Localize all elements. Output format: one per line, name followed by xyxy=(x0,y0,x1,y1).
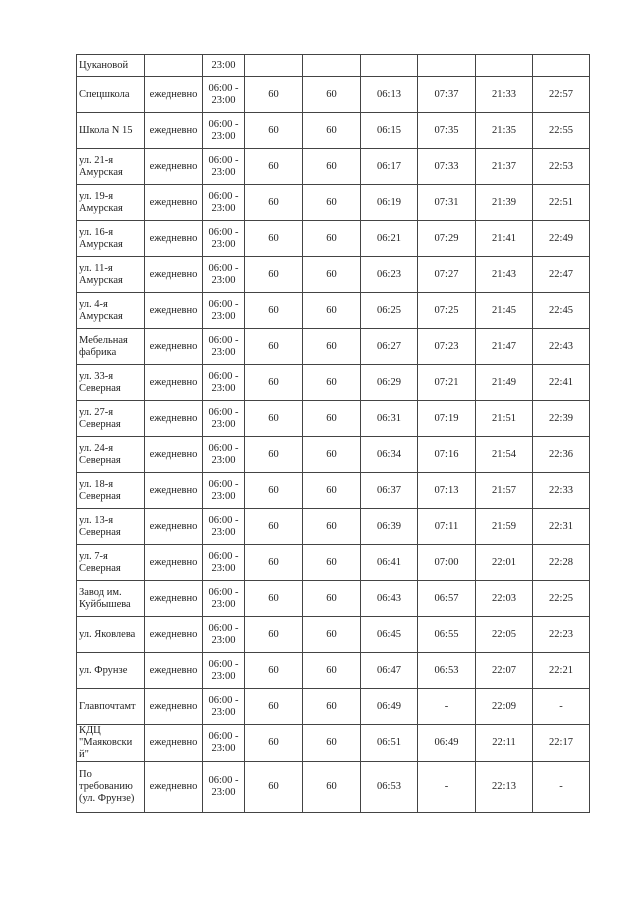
operating-days-cell: ежедневно xyxy=(145,473,203,509)
interval-cell: 60 xyxy=(245,473,303,509)
table-row xyxy=(77,221,590,257)
operating-days-cell: ежедневно xyxy=(145,77,203,113)
stop-name-cell: Главпочтамт xyxy=(77,689,145,725)
operating-hours-cell: 06:00 - 23:00 xyxy=(203,257,245,293)
departure-time-cell: 06:15 xyxy=(361,113,418,149)
departure-time-cell: 22:17 xyxy=(533,725,590,762)
interval-cell: 60 xyxy=(303,77,361,113)
operating-hours-cell: 06:00 - 23:00 xyxy=(203,725,245,762)
departure-time-cell: 06:17 xyxy=(361,149,418,185)
interval-cell: 60 xyxy=(303,113,361,149)
departure-time-cell: 07:33 xyxy=(418,149,476,185)
interval-cell: 60 xyxy=(245,509,303,545)
departure-time-cell: 06:49 xyxy=(418,725,476,762)
stop-name-cell: ул. Яковлева xyxy=(77,617,145,653)
stop-name-cell: ул. 4-я Амурская xyxy=(77,293,145,329)
operating-days-cell: ежедневно xyxy=(145,545,203,581)
stop-name-cell: ул. 16-я Амурская xyxy=(77,221,145,257)
table-row xyxy=(77,545,590,581)
departure-time-cell: 06:37 xyxy=(361,473,418,509)
departure-time-cell: 07:19 xyxy=(418,401,476,437)
interval-cell: 60 xyxy=(245,617,303,653)
operating-days-cell: ежедневно xyxy=(145,149,203,185)
table-row xyxy=(77,55,590,77)
departure-time-cell xyxy=(418,55,476,77)
operating-days-cell: ежедневно xyxy=(145,653,203,689)
departure-time-cell xyxy=(361,55,418,77)
departure-time-cell: 06:23 xyxy=(361,257,418,293)
table-row xyxy=(77,113,590,149)
operating-hours-cell: 06:00 - 23:00 xyxy=(203,437,245,473)
departure-time-cell: 22:41 xyxy=(533,365,590,401)
departure-time-cell: 07:27 xyxy=(418,257,476,293)
operating-days-cell: ежедневно xyxy=(145,185,203,221)
interval-cell: 60 xyxy=(245,329,303,365)
interval-cell: 60 xyxy=(303,689,361,725)
stop-name-cell: ул. 18-я Северная xyxy=(77,473,145,509)
departure-time-cell: 21:49 xyxy=(476,365,533,401)
operating-days-cell: ежедневно xyxy=(145,257,203,293)
departure-time-cell: 22:43 xyxy=(533,329,590,365)
departure-time-cell: 22:45 xyxy=(533,293,590,329)
departure-time-cell: 06:53 xyxy=(361,762,418,813)
departure-time-cell: 06:21 xyxy=(361,221,418,257)
departure-time-cell: 07:16 xyxy=(418,437,476,473)
operating-hours-cell: 06:00 - 23:00 xyxy=(203,617,245,653)
departure-time-cell: 07:11 xyxy=(418,509,476,545)
departure-time-cell: 06:39 xyxy=(361,509,418,545)
interval-cell: 60 xyxy=(303,329,361,365)
stop-name-cell: ул. 13-я Северная xyxy=(77,509,145,545)
departure-time-cell: 22:03 xyxy=(476,581,533,617)
operating-hours-cell: 06:00 - 23:00 xyxy=(203,545,245,581)
departure-time-cell: 07:35 xyxy=(418,113,476,149)
interval-cell: 60 xyxy=(303,401,361,437)
departure-time-cell: 21:51 xyxy=(476,401,533,437)
departure-time-cell: 22:11 xyxy=(476,725,533,762)
operating-hours-cell: 06:00 - 23:00 xyxy=(203,653,245,689)
table-row xyxy=(77,149,590,185)
departure-time-cell: 22:23 xyxy=(533,617,590,653)
stop-name-cell: Цукановой xyxy=(77,55,145,77)
departure-time-cell: 21:54 xyxy=(476,437,533,473)
operating-days-cell: ежедневно xyxy=(145,329,203,365)
stop-name-cell: Школа N 15 xyxy=(77,113,145,149)
stop-name-cell: Спецшкола xyxy=(77,77,145,113)
table-row xyxy=(77,329,590,365)
interval-cell: 60 xyxy=(245,653,303,689)
table-row xyxy=(77,185,590,221)
operating-hours-cell: 06:00 - 23:00 xyxy=(203,762,245,813)
operating-days-cell: ежедневно xyxy=(145,293,203,329)
table-row xyxy=(77,365,590,401)
interval-cell: 60 xyxy=(245,365,303,401)
operating-hours-cell: 06:00 - 23:00 xyxy=(203,149,245,185)
interval-cell: 60 xyxy=(245,257,303,293)
table-row xyxy=(77,293,590,329)
interval-cell: 60 xyxy=(245,293,303,329)
stop-name-cell: КДЦ "Маяковски й" xyxy=(77,725,145,762)
interval-cell: 60 xyxy=(303,725,361,762)
operating-days-cell: ежедневно xyxy=(145,365,203,401)
departure-time-cell: 07:21 xyxy=(418,365,476,401)
departure-time-cell: 22:05 xyxy=(476,617,533,653)
departure-time-cell: 22:51 xyxy=(533,185,590,221)
departure-time-cell: 21:35 xyxy=(476,113,533,149)
operating-days-cell: ежедневно xyxy=(145,617,203,653)
departure-time-cell: 06:57 xyxy=(418,581,476,617)
stop-name-cell: ул. 11-я Амурская xyxy=(77,257,145,293)
operating-hours-cell: 23:00 xyxy=(203,55,245,77)
operating-hours-cell: 06:00 - 23:00 xyxy=(203,185,245,221)
departure-time-cell: - xyxy=(418,762,476,813)
departure-time-cell: 22:28 xyxy=(533,545,590,581)
departure-time-cell: 22:55 xyxy=(533,113,590,149)
departure-time-cell: 22:49 xyxy=(533,221,590,257)
departure-time-cell: 06:51 xyxy=(361,725,418,762)
departure-time-cell: 21:43 xyxy=(476,257,533,293)
departure-time-cell: 22:07 xyxy=(476,653,533,689)
departure-time-cell: 22:09 xyxy=(476,689,533,725)
departure-time-cell: 07:13 xyxy=(418,473,476,509)
departure-time-cell: 06:47 xyxy=(361,653,418,689)
interval-cell: 60 xyxy=(245,437,303,473)
departure-time-cell: 07:00 xyxy=(418,545,476,581)
departure-time-cell: 06:45 xyxy=(361,617,418,653)
table-row xyxy=(77,762,590,813)
table-row xyxy=(77,401,590,437)
stop-name-cell: Завод им. Куйбышева xyxy=(77,581,145,617)
departure-time-cell: 21:41 xyxy=(476,221,533,257)
operating-hours-cell: 06:00 - 23:00 xyxy=(203,293,245,329)
table-row xyxy=(77,473,590,509)
departure-time-cell: 07:29 xyxy=(418,221,476,257)
departure-time-cell: - xyxy=(533,762,590,813)
operating-hours-cell: 06:00 - 23:00 xyxy=(203,689,245,725)
schedule-body xyxy=(77,55,590,813)
departure-time-cell: 06:41 xyxy=(361,545,418,581)
operating-days-cell: ежедневно xyxy=(145,113,203,149)
table-row xyxy=(77,257,590,293)
table-row xyxy=(77,725,590,762)
operating-hours-cell: 06:00 - 23:00 xyxy=(203,365,245,401)
departure-time-cell: 21:57 xyxy=(476,473,533,509)
interval-cell: 60 xyxy=(303,257,361,293)
interval-cell: 60 xyxy=(303,617,361,653)
departure-time-cell: 06:25 xyxy=(361,293,418,329)
schedule-table xyxy=(76,54,590,813)
interval-cell: 60 xyxy=(245,581,303,617)
operating-hours-cell: 06:00 - 23:00 xyxy=(203,113,245,149)
operating-days-cell: ежедневно xyxy=(145,509,203,545)
interval-cell: 60 xyxy=(245,77,303,113)
interval-cell: 60 xyxy=(303,653,361,689)
departure-time-cell: 21:39 xyxy=(476,185,533,221)
departure-time-cell: 22:33 xyxy=(533,473,590,509)
departure-time-cell: 22:01 xyxy=(476,545,533,581)
operating-days-cell: ежедневно xyxy=(145,689,203,725)
departure-time-cell: 07:23 xyxy=(418,329,476,365)
departure-time-cell: 22:21 xyxy=(533,653,590,689)
interval-cell: 60 xyxy=(303,365,361,401)
interval-cell: 60 xyxy=(303,545,361,581)
operating-days-cell: ежедневно xyxy=(145,437,203,473)
stop-name-cell: ул. 19-я Амурская xyxy=(77,185,145,221)
departure-time-cell: 06:49 xyxy=(361,689,418,725)
interval-cell: 60 xyxy=(245,689,303,725)
interval-cell: 60 xyxy=(245,762,303,813)
departure-time-cell: 22:57 xyxy=(533,77,590,113)
operating-days-cell xyxy=(145,55,203,77)
interval-cell: 60 xyxy=(245,185,303,221)
departure-time-cell: 21:45 xyxy=(476,293,533,329)
departure-time-cell: 06:27 xyxy=(361,329,418,365)
departure-time-cell: 21:47 xyxy=(476,329,533,365)
departure-time-cell: 21:33 xyxy=(476,77,533,113)
interval-cell: 60 xyxy=(303,293,361,329)
interval-cell: 60 xyxy=(245,113,303,149)
operating-days-cell: ежедневно xyxy=(145,725,203,762)
interval-cell: 60 xyxy=(303,509,361,545)
stop-name-cell: ул. 7-я Северная xyxy=(77,545,145,581)
stop-name-cell: По требованию (ул. Фрунзе) xyxy=(77,762,145,813)
departure-time-cell: - xyxy=(418,689,476,725)
operating-days-cell: ежедневно xyxy=(145,401,203,437)
departure-time-cell: 22:39 xyxy=(533,401,590,437)
departure-time-cell: 06:31 xyxy=(361,401,418,437)
operating-hours-cell: 06:00 - 23:00 xyxy=(203,473,245,509)
departure-time-cell: 21:37 xyxy=(476,149,533,185)
departure-time-cell: 06:19 xyxy=(361,185,418,221)
departure-time-cell: 22:36 xyxy=(533,437,590,473)
operating-hours-cell: 06:00 - 23:00 xyxy=(203,329,245,365)
interval-cell xyxy=(245,55,303,77)
interval-cell: 60 xyxy=(245,149,303,185)
operating-hours-cell: 06:00 - 23:00 xyxy=(203,221,245,257)
table-row xyxy=(77,509,590,545)
table-row xyxy=(77,581,590,617)
departure-time-cell: 22:47 xyxy=(533,257,590,293)
operating-hours-cell: 06:00 - 23:00 xyxy=(203,509,245,545)
departure-time-cell: 06:53 xyxy=(418,653,476,689)
stop-name-cell: Мебельная фабрика xyxy=(77,329,145,365)
stop-name-cell: ул. 33-я Северная xyxy=(77,365,145,401)
interval-cell: 60 xyxy=(303,581,361,617)
stop-name-cell: ул. 27-я Северная xyxy=(77,401,145,437)
table-row xyxy=(77,77,590,113)
departure-time-cell: 07:31 xyxy=(418,185,476,221)
operating-days-cell: ежедневно xyxy=(145,221,203,257)
interval-cell: 60 xyxy=(245,401,303,437)
interval-cell: 60 xyxy=(303,762,361,813)
departure-time-cell: 22:31 xyxy=(533,509,590,545)
departure-time-cell: 22:25 xyxy=(533,581,590,617)
departure-time-cell xyxy=(533,55,590,77)
interval-cell xyxy=(303,55,361,77)
interval-cell: 60 xyxy=(303,221,361,257)
table-row xyxy=(77,437,590,473)
interval-cell: 60 xyxy=(245,725,303,762)
interval-cell: 60 xyxy=(303,185,361,221)
operating-hours-cell: 06:00 - 23:00 xyxy=(203,401,245,437)
departure-time-cell: 06:55 xyxy=(418,617,476,653)
departure-time-cell xyxy=(476,55,533,77)
departure-time-cell: 06:29 xyxy=(361,365,418,401)
departure-time-cell: 06:13 xyxy=(361,77,418,113)
interval-cell: 60 xyxy=(245,545,303,581)
departure-time-cell: 07:37 xyxy=(418,77,476,113)
operating-hours-cell: 06:00 - 23:00 xyxy=(203,77,245,113)
interval-cell: 60 xyxy=(303,149,361,185)
interval-cell: 60 xyxy=(245,221,303,257)
stop-name-cell: ул. Фрунзе xyxy=(77,653,145,689)
stop-name-cell: ул. 24-я Северная xyxy=(77,437,145,473)
stop-name-cell: ул. 21-я Амурская xyxy=(77,149,145,185)
interval-cell: 60 xyxy=(303,437,361,473)
table-row xyxy=(77,689,590,725)
departure-time-cell: 22:53 xyxy=(533,149,590,185)
interval-cell: 60 xyxy=(303,473,361,509)
departure-time-cell: - xyxy=(533,689,590,725)
departure-time-cell: 06:34 xyxy=(361,437,418,473)
departure-time-cell: 22:13 xyxy=(476,762,533,813)
departure-time-cell: 06:43 xyxy=(361,581,418,617)
table-row xyxy=(77,653,590,689)
table-row xyxy=(77,617,590,653)
operating-days-cell: ежедневно xyxy=(145,762,203,813)
departure-time-cell: 21:59 xyxy=(476,509,533,545)
departure-time-cell: 07:25 xyxy=(418,293,476,329)
operating-days-cell: ежедневно xyxy=(145,581,203,617)
operating-hours-cell: 06:00 - 23:00 xyxy=(203,581,245,617)
